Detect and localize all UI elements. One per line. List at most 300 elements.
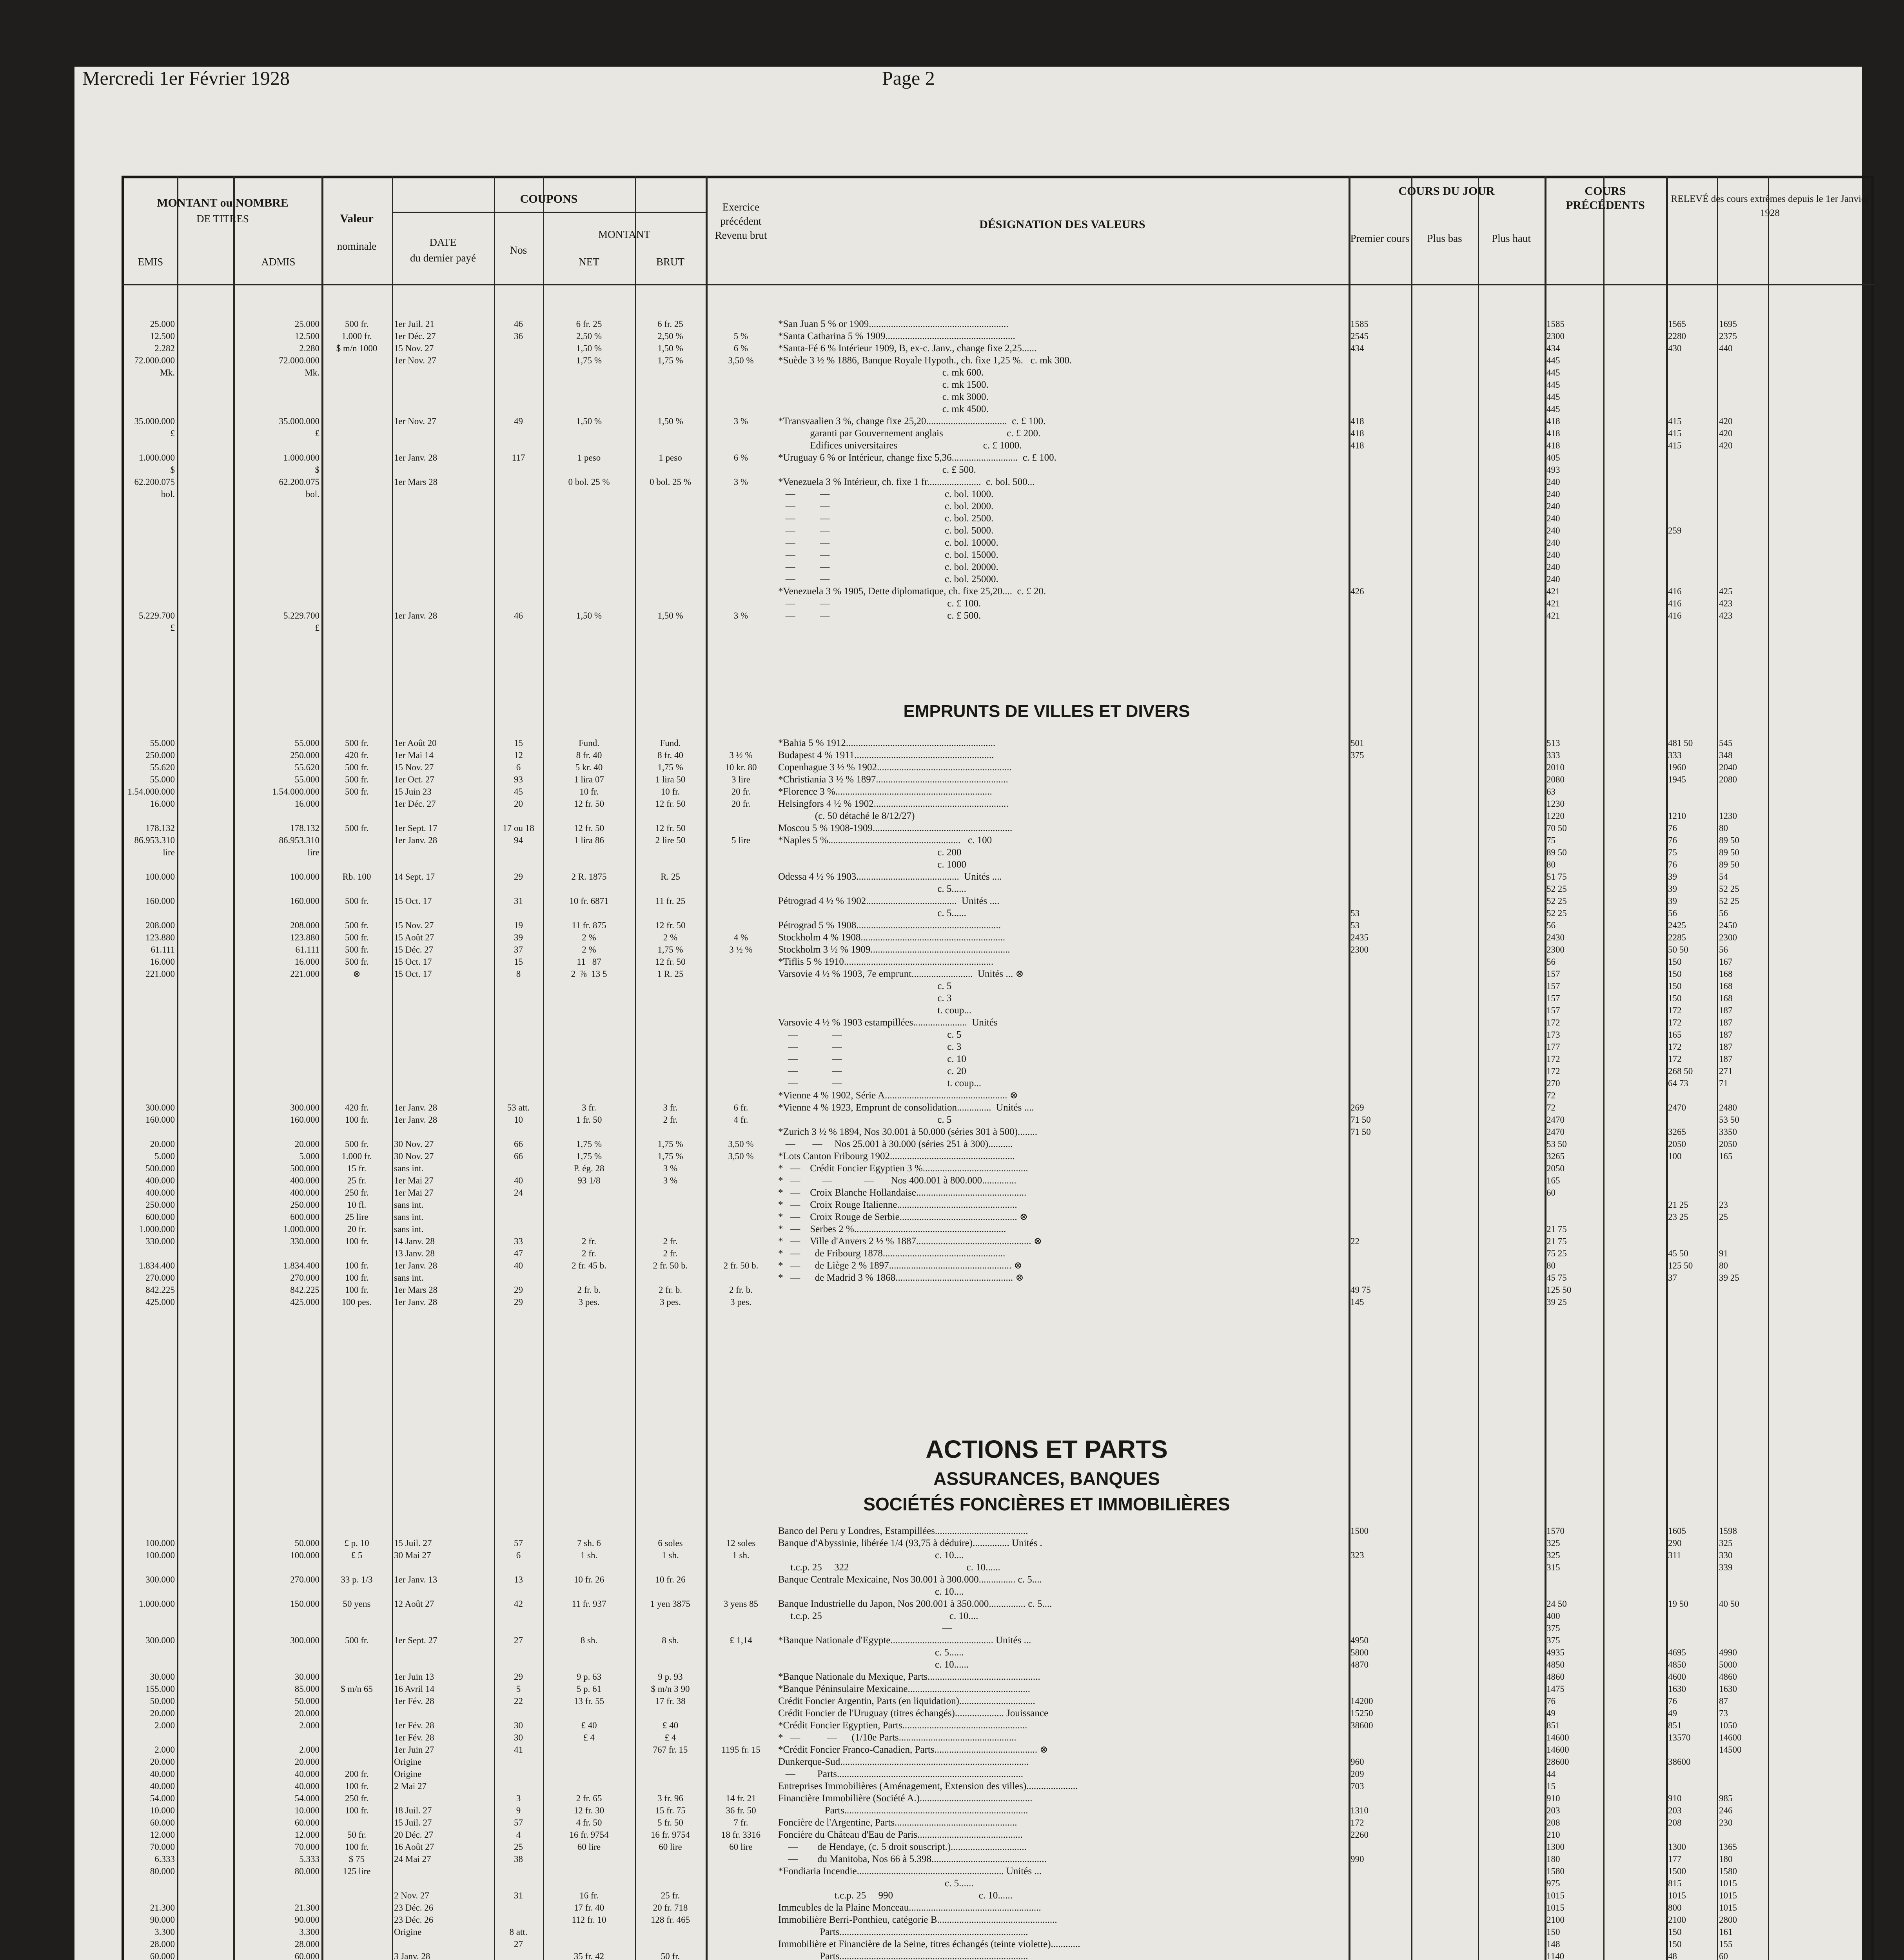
table-cell xyxy=(323,561,390,573)
table-cell: 4860 xyxy=(1719,1672,1737,1682)
table-cell xyxy=(637,1065,704,1077)
table-cell: 100 fr. xyxy=(345,1115,369,1125)
table-cell xyxy=(1350,1586,1409,1598)
table-cell xyxy=(394,1004,492,1016)
table-cell: 21 75 xyxy=(1546,1224,1567,1234)
table-cell: 75 xyxy=(1668,848,1677,857)
table-cell: 72 xyxy=(1546,1103,1556,1112)
table-cell: 47 xyxy=(514,1249,523,1258)
table-cell: 1er Fév. 28 xyxy=(394,1696,434,1706)
table-cell xyxy=(545,597,633,610)
table-cell: 150 xyxy=(1668,1927,1682,1937)
security-name: * — Croix Rouge de Serbie................................................ ⊗ xyxy=(778,1212,1028,1222)
table-cell xyxy=(1668,622,1715,634)
security-name: Stockholm 4 % 1908........................................................... xyxy=(778,932,1006,943)
table-cell: 842.225 xyxy=(145,1285,175,1295)
table-cell: 15 Nov. 27 xyxy=(394,343,434,353)
table-cell xyxy=(496,1065,541,1077)
security-name: *Bahia 5 % 1912............................................................. xyxy=(778,738,996,748)
table-cell: 25 xyxy=(514,1842,523,1852)
table-cell xyxy=(708,1889,774,1902)
table-cell xyxy=(708,1622,774,1634)
table-cell xyxy=(1350,354,1409,367)
table-cell: 2800 xyxy=(1719,1915,1737,1925)
table-cell xyxy=(235,907,319,919)
table-cell: 3 fr. xyxy=(663,1103,678,1112)
table-cell: 53 xyxy=(1350,908,1359,918)
table-cell xyxy=(235,512,319,524)
table-cell: 37 xyxy=(514,945,523,955)
table-cell: 16.000 xyxy=(150,799,175,809)
table-cell xyxy=(1719,354,1766,367)
table-cell xyxy=(1350,512,1409,524)
table-cell xyxy=(323,883,390,895)
table-cell xyxy=(1350,1926,1409,1938)
table-cell xyxy=(637,537,704,549)
table-cell: 1565 xyxy=(1668,319,1686,329)
table-cell xyxy=(124,403,175,415)
table-cell: 430 xyxy=(1668,343,1682,353)
table-cell: 39 xyxy=(1668,872,1677,882)
table-cell: 10 fr. xyxy=(579,787,599,797)
table-cell xyxy=(637,980,704,992)
table-cell xyxy=(708,561,774,573)
table-cell xyxy=(545,1525,633,1537)
table-cell xyxy=(708,1174,774,1187)
table-cell: 1er Nov. 27 xyxy=(394,416,436,426)
table-cell xyxy=(323,1889,390,1902)
table-cell: 2.000 xyxy=(299,1745,319,1755)
table-cell: 375 xyxy=(1546,1635,1560,1645)
table-cell xyxy=(1350,537,1409,549)
table-cell xyxy=(1350,1792,1409,1804)
table-cell xyxy=(124,1646,175,1659)
table-cell xyxy=(637,1853,704,1865)
security-name: * — Croix Rouge Italienne................................................. xyxy=(778,1200,1017,1210)
table-cell xyxy=(1668,1114,1715,1126)
table-cell: 12 fr. 50 xyxy=(655,920,686,930)
table-cell xyxy=(545,585,633,597)
column-admis xyxy=(235,1525,319,1960)
table-cell xyxy=(708,1247,774,1259)
table-cell: 1500 xyxy=(1350,1526,1369,1536)
table-cell xyxy=(1350,1865,1409,1877)
table-cell xyxy=(496,1126,541,1138)
table-cell xyxy=(394,1089,492,1102)
table-cell xyxy=(708,846,774,858)
table-cell: 418 xyxy=(1546,441,1560,450)
table-cell xyxy=(708,1235,774,1247)
table-cell xyxy=(496,1865,541,1877)
column-rule xyxy=(1603,176,1605,1960)
table-cell: 10.000 xyxy=(150,1806,175,1815)
table-cell: 990 xyxy=(1350,1854,1364,1864)
table-cell xyxy=(637,561,704,573)
table-cell xyxy=(708,1573,774,1586)
table-cell xyxy=(708,391,774,403)
date-line: Mercredi 1er Février 1928 xyxy=(82,67,290,89)
table-cell: 100 pes. xyxy=(341,1297,372,1307)
table-cell: 50.000 xyxy=(150,1696,175,1706)
table-cell: 60 lire xyxy=(729,1842,753,1852)
table-cell: 2,50 % xyxy=(657,331,683,341)
table-cell xyxy=(1350,573,1409,585)
table-cell: 52 25 xyxy=(1719,896,1739,906)
table-cell xyxy=(1350,871,1409,883)
table-cell: 15 xyxy=(514,957,523,967)
table-cell: 240 xyxy=(1546,526,1560,535)
table-cell xyxy=(323,439,390,452)
table-cell: 445 xyxy=(1546,368,1560,377)
table-cell xyxy=(637,427,704,439)
table-cell xyxy=(708,968,774,980)
table-cell: 1 sh. xyxy=(662,1550,679,1560)
table-cell: 3 pes. xyxy=(578,1297,600,1307)
security-name: *Santa-Fé 6 % Intérieur 1909, B, ex-c. Janv., change fixe 2,25...... xyxy=(778,343,1037,354)
table-cell: 1er Janv. 28 xyxy=(394,1297,437,1307)
table-cell xyxy=(1668,1622,1715,1634)
table-cell xyxy=(235,585,319,597)
table-cell: 1,50 % xyxy=(576,343,602,353)
table-cell xyxy=(708,1162,774,1174)
table-cell xyxy=(637,573,704,585)
table-cell: 89 50 xyxy=(1546,848,1567,857)
column-emis xyxy=(124,306,175,634)
table-cell: 420 fr. xyxy=(345,750,369,760)
table-cell: 2 ⅞ 13 5 xyxy=(571,969,607,979)
table-cell xyxy=(708,737,774,749)
security-name xyxy=(778,622,1347,634)
table-cell: 160.000 xyxy=(145,896,175,906)
table-cell xyxy=(394,1646,492,1659)
table-cell xyxy=(124,524,175,537)
table-cell: 20 fr. xyxy=(347,1224,367,1234)
table-cell xyxy=(1719,1223,1766,1235)
table-cell: lire xyxy=(163,848,175,857)
table-cell: 246 xyxy=(1719,1806,1733,1815)
table-cell: 2 fr. 50 b. xyxy=(653,1261,688,1270)
table-cell xyxy=(323,512,390,524)
table-cell: 80.000 xyxy=(150,1866,175,1876)
table-cell: 2 % xyxy=(582,933,596,942)
column-rel_haut xyxy=(1719,737,1766,1284)
table-cell xyxy=(496,1016,541,1029)
table-cell xyxy=(323,1719,390,1731)
security-name: *Florence 3 %................................................................ xyxy=(778,786,992,797)
table-cell: £ xyxy=(315,623,319,633)
table-cell xyxy=(496,1622,541,1634)
table-cell: 14600 xyxy=(1546,1733,1569,1742)
table-cell xyxy=(708,1719,774,1731)
header-date: DATE xyxy=(429,236,457,248)
table-cell: 200 fr. xyxy=(345,1769,369,1779)
table-cell: 15 Nov. 27 xyxy=(394,762,434,772)
table-cell: 1 yen 3875 xyxy=(650,1599,691,1609)
table-cell xyxy=(323,427,390,439)
table-cell xyxy=(323,367,390,379)
table-cell: 49 xyxy=(1546,1708,1556,1718)
table-cell xyxy=(394,1610,492,1622)
table-cell xyxy=(323,464,390,476)
table-cell xyxy=(124,597,175,610)
table-cell xyxy=(496,1162,541,1174)
table-cell: 2450 xyxy=(1719,920,1737,930)
table-cell: 3 % xyxy=(733,611,748,621)
security-name: c. mk 1500. xyxy=(778,379,989,390)
security-name: Pétrograd 4 ½ % 1902..................................... Unités .... xyxy=(778,896,1000,906)
table-cell: 415 xyxy=(1668,416,1682,426)
table-cell xyxy=(496,1525,541,1537)
table-cell: 5 lire xyxy=(731,835,750,845)
security-name: *Lots Canton Fribourg 1902................................................... xyxy=(778,1151,1015,1161)
table-cell: 2470 xyxy=(1668,1103,1686,1112)
header-nominale: nominale xyxy=(337,240,377,252)
table-cell: 55.000 xyxy=(294,775,319,784)
table-cell xyxy=(323,834,390,846)
table-cell xyxy=(708,537,774,549)
security-name: — — c. bol. 5000. xyxy=(778,525,994,536)
table-cell xyxy=(637,1211,704,1223)
table-cell: 172 xyxy=(1546,1066,1560,1076)
table-cell xyxy=(323,537,390,549)
table-cell xyxy=(235,1646,319,1659)
table-cell: 12 fr. 30 xyxy=(574,1806,604,1815)
table-cell xyxy=(394,992,492,1004)
table-cell xyxy=(1350,1622,1409,1634)
table-cell xyxy=(637,585,704,597)
table-cell xyxy=(235,1247,319,1259)
table-cell: 501 xyxy=(1350,738,1364,748)
table-cell: 2 fr. xyxy=(581,1249,597,1258)
table-cell xyxy=(394,1622,492,1634)
table-cell: 421 xyxy=(1546,586,1560,596)
table-cell: 418 xyxy=(1350,441,1364,450)
table-cell xyxy=(496,1646,541,1659)
table-cell xyxy=(323,415,390,427)
table-cell: 40.000 xyxy=(294,1781,319,1791)
table-cell: 38600 xyxy=(1668,1757,1691,1767)
table-cell: 165 xyxy=(1668,1030,1682,1040)
table-cell xyxy=(637,391,704,403)
table-cell xyxy=(235,1610,319,1622)
table-cell xyxy=(1350,379,1409,391)
table-cell: 3265 xyxy=(1668,1127,1686,1137)
table-cell: 230 xyxy=(1719,1818,1733,1828)
table-cell: 100.000 xyxy=(290,872,319,882)
table-cell: 40.000 xyxy=(294,1769,319,1779)
table-cell xyxy=(1668,1780,1715,1792)
table-cell xyxy=(637,1622,704,1634)
table-cell xyxy=(394,1525,492,1537)
table-cell: 2.000 xyxy=(154,1745,175,1755)
table-cell: 500.000 xyxy=(145,1163,175,1173)
table-cell: 86.953.310 xyxy=(134,835,175,845)
table-cell: 323 xyxy=(1350,1550,1364,1560)
table-cell: 45 75 xyxy=(1546,1273,1567,1283)
security-name: — — Nos 25.001 à 30.000 (séries 251 à 300).......... xyxy=(778,1139,1013,1149)
table-cell: 53 xyxy=(1350,920,1359,930)
table-cell xyxy=(394,883,492,895)
table-cell: 15 Juil. 27 xyxy=(394,1818,432,1828)
table-cell xyxy=(637,1126,704,1138)
table-cell xyxy=(235,1089,319,1102)
table-cell: 70.000 xyxy=(150,1842,175,1852)
table-cell: 203 xyxy=(1546,1806,1560,1815)
column-emis xyxy=(124,1525,175,1960)
table-cell xyxy=(1668,1187,1715,1199)
table-cell xyxy=(708,1646,774,1659)
column-rule xyxy=(177,176,178,1960)
table-cell xyxy=(1668,573,1715,585)
table-cell xyxy=(637,1223,704,1235)
security-name: c. 10.... xyxy=(778,1550,964,1561)
table-cell xyxy=(323,1938,390,1950)
table-cell: 60.000 xyxy=(150,1818,175,1828)
table-cell xyxy=(1719,500,1766,512)
table-cell xyxy=(1350,476,1409,488)
table-cell: 415 xyxy=(1668,441,1682,450)
table-cell: £ 40 xyxy=(662,1720,679,1730)
table-cell xyxy=(545,403,633,415)
table-cell xyxy=(1668,1223,1715,1235)
table-cell: 1,75 % xyxy=(657,356,683,365)
table-cell xyxy=(496,524,541,537)
table-cell: 100 xyxy=(1668,1151,1682,1161)
table-cell: 1050 xyxy=(1719,1720,1737,1730)
table-cell xyxy=(1719,1573,1766,1586)
table-cell: 28.000 xyxy=(294,1939,319,1949)
table-cell xyxy=(496,464,541,476)
table-cell: 53 50 xyxy=(1719,1115,1739,1125)
table-cell: 4 fr. xyxy=(733,1115,748,1125)
table-cell xyxy=(124,1077,175,1089)
table-cell xyxy=(1350,1598,1409,1610)
table-cell xyxy=(1350,1914,1409,1926)
table-cell: 22 xyxy=(514,1696,523,1706)
table-cell xyxy=(1350,1211,1409,1223)
table-cell: 420 xyxy=(1719,428,1733,438)
table-cell xyxy=(124,561,175,573)
table-cell xyxy=(1546,306,1601,318)
table-cell xyxy=(545,1926,633,1938)
table-cell: 80 xyxy=(1719,1261,1728,1270)
security-name: Immobilière et Financière de la Seine, titres échangés (teinte violette)............ xyxy=(778,1939,1080,1949)
table-cell xyxy=(708,512,774,524)
table-cell: 4990 xyxy=(1719,1648,1737,1657)
security-name xyxy=(778,1284,1347,1296)
table-cell: 1,50 % xyxy=(576,416,602,426)
security-name: Dunkerque-Sud............................................................................. xyxy=(778,1757,1029,1767)
security-name: Edifices universitaires c. £ 1000. xyxy=(778,440,1022,451)
table-cell xyxy=(637,488,704,500)
table-cell xyxy=(1350,1272,1409,1284)
table-cell: 0 bol. 25 % xyxy=(649,477,692,487)
table-cell xyxy=(496,1089,541,1102)
table-cell xyxy=(545,1223,633,1235)
column-cp_bas xyxy=(1546,737,1601,1308)
table-cell: 2 fr. b. xyxy=(729,1285,753,1295)
table-cell: 125 lire xyxy=(343,1866,371,1876)
table-cell: 15 Août 27 xyxy=(394,933,434,942)
table-cell: 15 Oct. 17 xyxy=(394,896,432,906)
table-cell: 100 fr. xyxy=(345,1806,369,1815)
table-cell: 500 fr. xyxy=(345,762,369,772)
table-cell xyxy=(124,1659,175,1671)
table-cell xyxy=(124,1247,175,1259)
table-cell: 14500 xyxy=(1719,1745,1742,1755)
table-cell xyxy=(1719,488,1766,500)
table-cell: 55.000 xyxy=(150,738,175,748)
table-cell xyxy=(1350,391,1409,403)
table-cell xyxy=(323,846,390,858)
table-cell xyxy=(1350,1902,1409,1914)
table-cell xyxy=(496,1877,541,1889)
table-cell: 150 xyxy=(1668,981,1682,991)
table-cell xyxy=(545,367,633,379)
security-name: *Banque Péninsulaire Mexicaine.................................................. xyxy=(778,1684,1030,1694)
security-name: — — c. 5 xyxy=(778,1029,962,1040)
table-cell: 1630 xyxy=(1668,1684,1686,1694)
table-cell: 16.000 xyxy=(294,957,319,967)
table-cell xyxy=(235,549,319,561)
table-cell: 2 fr. xyxy=(663,1115,678,1125)
column-rule xyxy=(1717,176,1718,1960)
table-cell xyxy=(496,439,541,452)
table-cell: 29 xyxy=(514,1297,523,1307)
table-cell: 93 1/8 xyxy=(577,1176,601,1185)
header-valeur: Valeur xyxy=(340,212,374,225)
table-cell: 2080 xyxy=(1719,775,1737,784)
table-cell: 1er Juil. 21 xyxy=(394,319,434,329)
table-cell xyxy=(708,992,774,1004)
table-cell: 23 xyxy=(1719,1200,1728,1210)
table-cell xyxy=(708,1041,774,1053)
table-cell: 15 xyxy=(1546,1781,1556,1791)
table-cell: 3,50 % xyxy=(728,1139,754,1149)
table-cell: 2 fr. xyxy=(663,1236,678,1246)
table-cell: 168 xyxy=(1719,981,1733,991)
security-name: c. 5...... xyxy=(778,1647,964,1658)
table-cell xyxy=(545,427,633,439)
column-rule xyxy=(543,176,544,1960)
table-cell xyxy=(496,1756,541,1768)
table-cell xyxy=(545,537,633,549)
table-cell xyxy=(708,1938,774,1950)
table-cell xyxy=(235,810,319,822)
table-cell: 24 xyxy=(514,1188,523,1198)
table-cell: 250.000 xyxy=(290,750,319,760)
table-cell: 1er Mars 28 xyxy=(394,477,438,487)
table-cell: 100.000 xyxy=(290,1550,319,1560)
table-cell: 208.000 xyxy=(290,920,319,930)
security-name: * — Crédit Foncier Egyptien 3 %........................................... xyxy=(778,1163,1028,1174)
security-name: *Zurich 3 ½ % 1894, Nos 30.001 à 50.000 (séries 301 à 500)........ xyxy=(778,1127,1038,1137)
table-cell xyxy=(637,1646,704,1659)
table-cell: 51 75 xyxy=(1546,872,1567,882)
column-brut xyxy=(637,306,704,634)
table-cell: 172 xyxy=(1668,1005,1682,1015)
table-cell xyxy=(323,1926,390,1938)
table-cell: 89 50 xyxy=(1719,860,1739,869)
table-cell: 4 fr. 50 xyxy=(576,1818,602,1828)
table-cell: 4950 xyxy=(1350,1635,1369,1645)
table-cell xyxy=(708,403,774,415)
table-cell xyxy=(323,585,390,597)
table-cell: 2300 xyxy=(1546,945,1565,955)
table-cell xyxy=(124,1089,175,1102)
security-name: *Christiania 3 ½ % 1897...................................................... xyxy=(778,774,1008,785)
table-cell xyxy=(545,992,633,1004)
